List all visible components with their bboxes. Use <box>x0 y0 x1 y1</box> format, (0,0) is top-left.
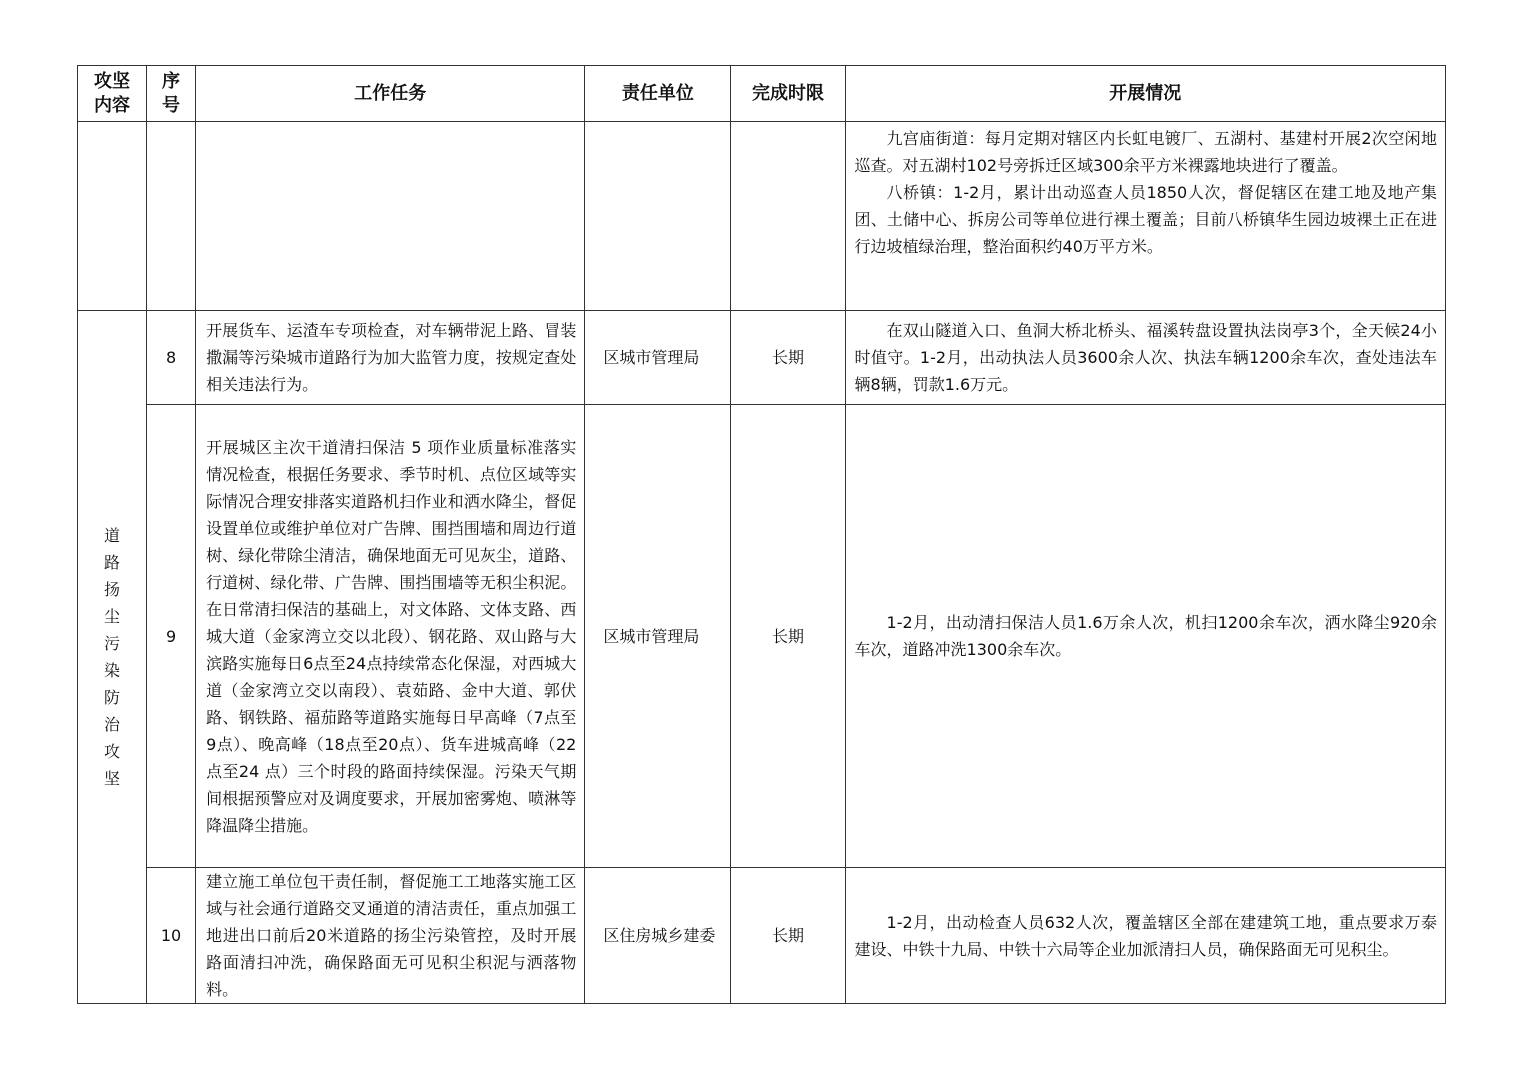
header-no: 序号 <box>147 66 196 122</box>
header-deadline: 完成时限 <box>731 66 845 122</box>
cell-unit-empty <box>585 122 731 311</box>
cell-task: 开展城区主次干道清扫保洁 5 项作业质量标准落实情况检查，根据任务要求、季节时机、点位区域等实际情况合理安排落实道路机扫作业和洒水降尘，督促设置单位或维护单位对广告牌、围挡围墙和周边行道树、绿化带除尘清洁，确保地面无可见灰尘，道路、行道树、绿化带、广告牌、围挡围墙等无积尘积泥。在日常清扫保洁的基础上，对文体路、文体支路、西城大道（金家湾立交以北段）、钢花路、双山路与大滨路实施每日6点至24点持续常态化保湿，对西城大道（金家湾立交以南段）、袁茹路、金中大道、郭伏路、钢铁路、福茄路等道路实施每日早高峰（7点至9点）、晚高峰（18点至20点）、货车进城高峰（22点至24 点）三个时段的路面持续保湿。污染天气期间根据预警应对及调度要求，开展加密雾炮、喷淋等降温降尘措施。 <box>196 405 585 868</box>
cell-no: 10 <box>147 868 196 1004</box>
cell-task-empty <box>196 122 585 311</box>
status-paragraph-baqiao: 八桥镇：1-2月，累计出动巡查人员1850人次，督促辖区在建工地及地产集团、土储中心、拆房公司等单位进行裸土覆盖；目前八桥镇华生园边坡裸土正在进行边坡植绿治理，整治面积约40万平方米。 <box>854 183 1437 256</box>
cell-topic-empty <box>78 122 147 311</box>
status-paragraph-jiugongmiao: 九宫庙街道：每月定期对辖区内长虹电镀厂、五湖村、基建村开展2次空闲地巡查。对五湖村102号旁拆迁区域300余平方米裸露地块进行了覆盖。 <box>854 129 1437 175</box>
table-row <box>78 405 1446 868</box>
cell-no: 9 <box>147 405 196 868</box>
header-task: 工作任务 <box>196 66 585 122</box>
cell-task: 建立施工单位包干责任制，督促施工工地落实施工区域与社会通行道路交叉通道的清洁责任，重点加强工地进出口前后20米道路的扬尘污染管控，及时开展路面清扫冲洗，确保路面无可见积尘积泥与洒落物料。 <box>196 868 585 1004</box>
cell-status: 1-2月，出动清扫保洁人员1.6万余人次，机扫1200余车次，洒水降尘920余车次，道路冲洗1300余车次。 <box>845 405 1445 868</box>
cell-deadline-empty <box>731 122 845 311</box>
cell-status: 1-2月，出动检查人员632人次，覆盖辖区全部在建建筑工地，重点要求万泰建设、中铁十九局、中铁十六局等企业加派清扫人员，确保路面无可见积尘。 <box>845 868 1445 1004</box>
cell-status-continued <box>845 122 1445 311</box>
cell-task: 开展货车、运渣车专项检查，对车辆带泥上路、冒装撒漏等污染城市道路行为加大监管力度，按规定查处相关违法行为。 <box>196 311 585 405</box>
header-status: 开展情况 <box>845 66 1445 122</box>
header-unit: 责任单位 <box>585 66 731 122</box>
cell-unit: 区住房城乡建委 <box>585 868 731 1004</box>
cell-no: 8 <box>147 311 196 405</box>
work-progress-table <box>77 65 1446 1004</box>
table-row <box>78 868 1446 1004</box>
cell-no-empty <box>147 122 196 311</box>
cell-deadline: 长期 <box>731 405 845 868</box>
cell-topic-group: 道路扬尘污染防治攻坚 <box>78 311 147 1004</box>
header-row <box>78 66 1446 122</box>
header-topic: 攻坚内容 <box>78 66 147 122</box>
cell-deadline: 长期 <box>731 311 845 405</box>
cell-deadline: 长期 <box>731 868 845 1004</box>
cell-unit: 区城市管理局 <box>585 405 731 868</box>
cell-status: 在双山隧道入口、鱼洞大桥北桥头、福溪转盘设置执法岗亭3个，全天候24小时值守。1-2月，出动执法人员3600余人次、执法车辆1200余车次，查处违法车辆8辆，罚款1.6万元。 <box>845 311 1445 405</box>
cell-unit: 区城市管理局 <box>585 311 731 405</box>
table-row <box>78 311 1446 405</box>
table-row-continued <box>78 122 1446 311</box>
